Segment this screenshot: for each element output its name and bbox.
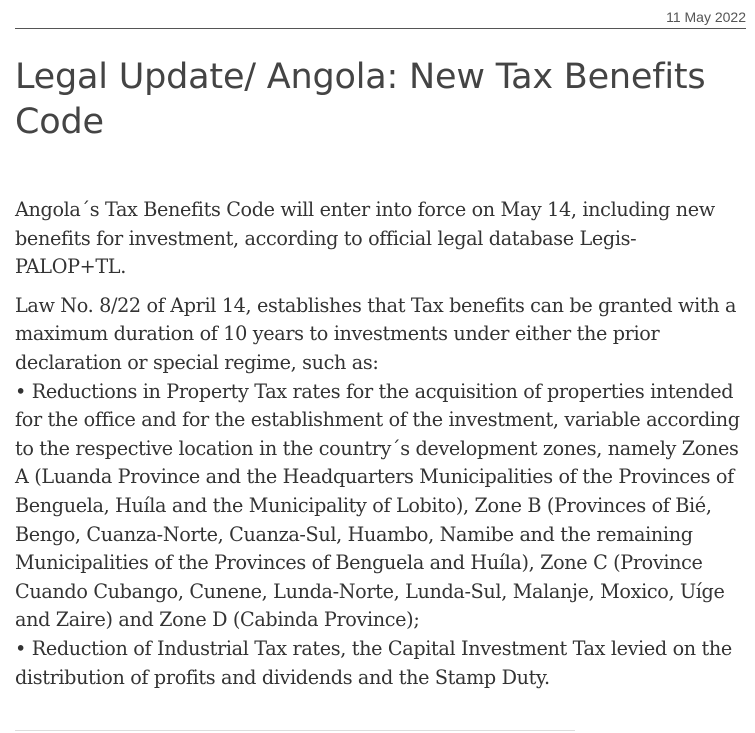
article: [15, 0, 746, 702]
intro-paragraph: Angola´s Tax Benefits Code will enter into force on May 14, including new benefits for investment, according to official legal database Legis-PALOP+TL.: [15, 198, 715, 279]
law-paragraph: [15, 292, 746, 692]
divider: [15, 730, 575, 731]
article-title: Legal Update/ Angola: New Tax Benefits Code: [15, 57, 706, 142]
article-body: [15, 196, 746, 692]
law-text: Law No. 8/22 of April 14, establishes that Tax benefits can be granted with a maximum duration of 10 years to investments under either the prior declaration or special regime, such as:: [15, 293, 737, 374]
article-date: 11 May 2022: [15, 0, 746, 29]
bullet-item-industrial-tax: • Reduction of Industrial Tax rates, the Capital Investment Tax levied on the distribution of profits and dividends and the Stamp Duty.: [15, 636, 732, 689]
bullet-item-property-tax: • Reductions in Property Tax rates for the acquisition of properties intended for the office and for the establishment of the investment, variable according to the respective location in the country´s development zones, namely Zones A (Luanda Province and the Headquarters Municipalities of the Provinces of Benguela, Huíla and the Municipality of Lobito), Zone B (Provinces of Bié, Bengo, Cuanza-Norte, Cuanza-Sul, Huambo, Namibe and the remaining Municipalities of the Provinces of Benguela and Huíla), Zone C (Province Cuando Cubango, Cunene, Lunda-Norte, Lunda-Sul, Malanje, Moxico, Uíge and Zaire) and Zone D (Cabinda Province);: [15, 379, 740, 632]
